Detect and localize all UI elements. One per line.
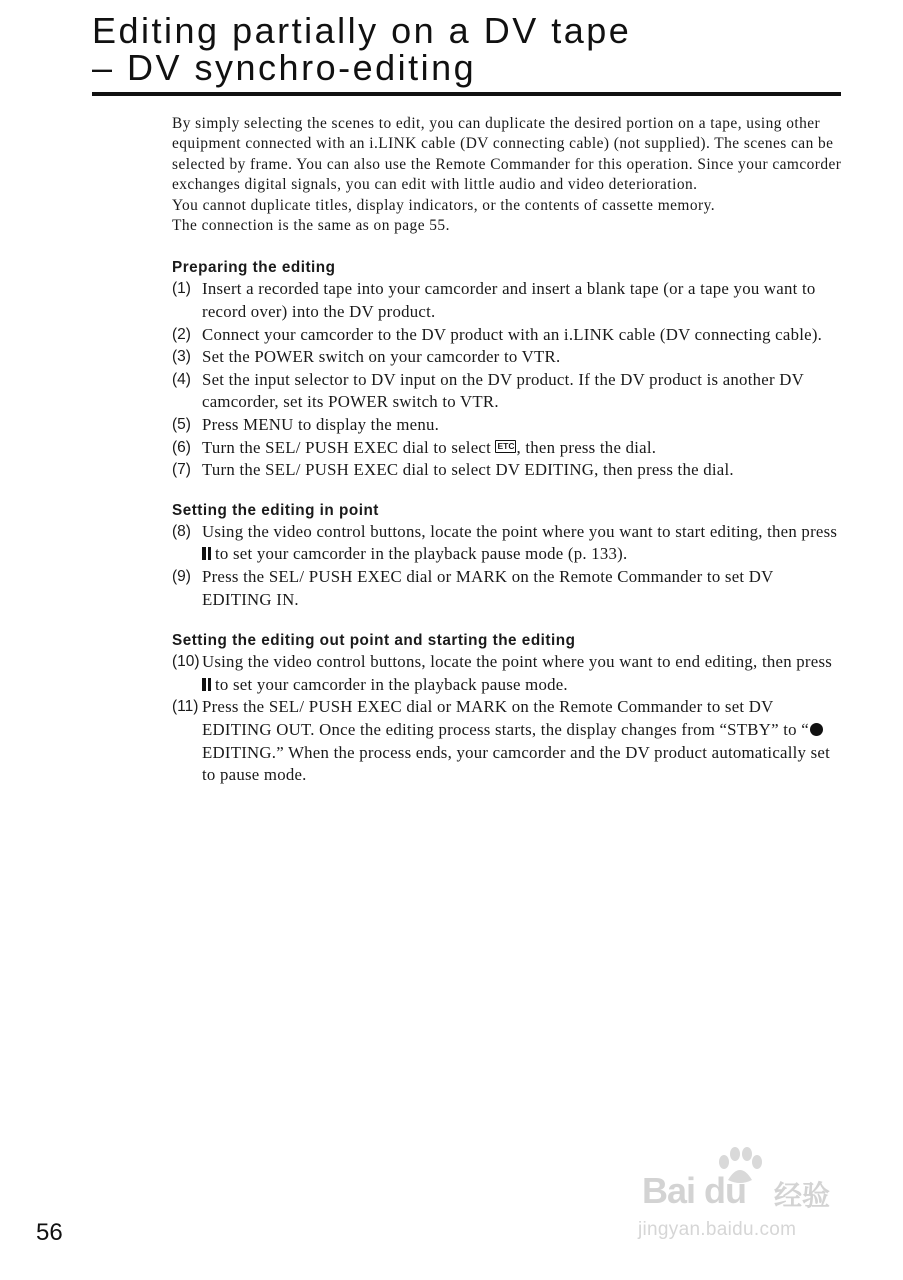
watermark-brand-cn: 经验 — [774, 1179, 831, 1212]
intro — [172, 114, 844, 236]
title-rule — [92, 92, 841, 96]
step-10 — [172, 651, 844, 696]
steps-preparing — [172, 278, 844, 481]
intro-paragraph-1: By simply selecting the scenes to edit, you can duplicate the desired portion on a tape, using other equipment connected with an i.LINK cable (DV connecting cable) (not supplied). The scenes can be selected by frame. You can also use the Remote Commander for this operation. Since your camcorder exchanges digital signals, you can edit with little audio and video deterioration. — [172, 115, 842, 194]
step-3 — [172, 346, 844, 369]
step-text-after: to set your camcorder in the playback pause mode. — [215, 674, 568, 694]
step-text-before: Using the video control buttons, locate the point where you want to start editing, then press — [202, 521, 838, 541]
step-9 — [172, 566, 844, 611]
step-2 — [172, 324, 844, 347]
step-number: (5) — [172, 416, 191, 433]
step-number: (1) — [172, 280, 191, 298]
main-content — [172, 114, 844, 787]
intro-paragraph-2: You cannot duplicate titles, display indicators, or the contents of cassette memory. — [172, 196, 716, 214]
step-number: (9) — [172, 567, 191, 585]
page-number: 56 — [36, 1219, 63, 1246]
title-line-2: – DV synchro-editing — [92, 47, 477, 88]
step-4 — [172, 369, 844, 414]
etc-menu-icon: ETC — [497, 440, 515, 451]
step-text: Insert a recorded tape into your camcorder and insert a blank tape (or a tape you want to record over) into the DV product. — [202, 279, 816, 322]
step-text: Press the SEL/ PUSH EXEC dial or MARK on the Remote Commander to set DV EDITING IN. — [202, 566, 774, 609]
step-text: Press MENU to display the menu. — [202, 415, 440, 434]
section-heading-out-point: Setting the editing out point and starting the editing — [172, 632, 576, 650]
step-text-after: EDITING.” When the process ends, your camcorder and the DV product automatically set to pause mode. — [202, 742, 831, 785]
step-number: (4) — [172, 370, 191, 388]
step-number: (3) — [172, 348, 191, 366]
step-text-after: , then press the dial. — [516, 437, 657, 457]
pause-icon — [202, 678, 211, 691]
step-text: Connect your camcorder to the DV product with an i.LINK cable (DV connecting cable). — [202, 324, 823, 344]
title-line-1: Editing partially on a DV tape — [92, 10, 632, 51]
step-8 — [172, 521, 844, 566]
steps-in-point — [172, 521, 844, 611]
page-title — [92, 12, 852, 86]
step-11 — [172, 696, 844, 786]
step-text-after: to set your camcorder in the playback pause mode (p. 133). — [215, 544, 628, 564]
step-text: Set the input selector to DV input on the DV product. If the DV product is another DV camcorder, set its POWER switch to VTR. — [202, 369, 804, 412]
step-number: (11) — [172, 698, 199, 716]
step-5 — [172, 414, 844, 437]
step-7 — [172, 459, 844, 482]
step-number: (7) — [172, 461, 191, 479]
step-6 — [172, 437, 844, 460]
section-heading-in-point: Setting the editing in point — [172, 501, 379, 519]
step-text: Set the POWER switch on your camcorder to VTR. — [202, 347, 561, 367]
step-text-before: Using the video control buttons, locate the point where you want to end editing, then press — [202, 652, 833, 672]
steps-out-point — [172, 651, 844, 787]
pause-icon — [202, 547, 211, 560]
step-text: Turn the SEL/ PUSH EXEC dial to select DV EDITING, then press the dial. — [202, 460, 734, 480]
intro-paragraph-3: The connection is the same as on page 55. — [172, 217, 450, 235]
baidu-watermark — [636, 1146, 856, 1276]
step-1 — [172, 278, 844, 323]
step-number: (2) — [172, 325, 191, 343]
step-text-before: Press the SEL/ PUSH EXEC dial or MARK on the Remote Commander to set DV EDITING OUT. Once the editing process starts, the display changes from “STBY” to “ — [202, 697, 809, 739]
section-heading-preparing: Preparing the editing — [172, 259, 336, 277]
step-text-before: Turn the SEL/ PUSH EXEC dial to select — [202, 437, 496, 457]
watermark-brand: Bai du — [642, 1170, 747, 1211]
step-number: (10) — [172, 653, 200, 671]
step-number: (6) — [172, 438, 191, 456]
watermark-url: jingyan.baidu.com — [638, 1219, 797, 1240]
step-number: (8) — [172, 522, 191, 540]
record-dot-icon — [810, 723, 823, 736]
